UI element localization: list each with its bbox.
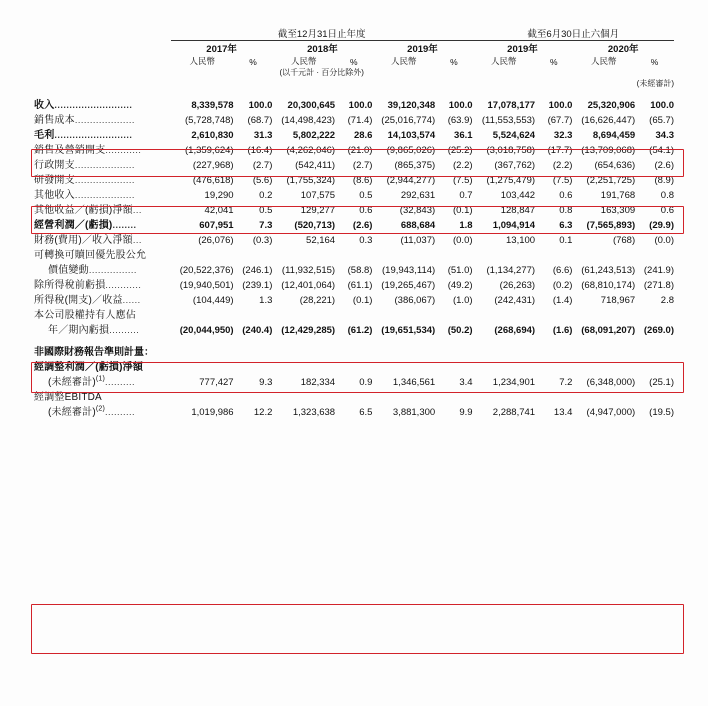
cell-value: 1,094,914 — [492, 220, 536, 231]
cell-pct: 13.4 — [553, 407, 573, 418]
financial-table — [34, 26, 674, 418]
cell-pct: (0.0) — [452, 235, 473, 246]
cell-pct: (68.7) — [247, 115, 273, 126]
table-row-fair-value-change — [34, 261, 674, 276]
unit-rmb-2019: 人民幣 — [391, 56, 417, 66]
table-row-attributable-label — [34, 306, 674, 321]
cell-value: (227,968) — [192, 160, 234, 171]
cell-pct: (54.1) — [649, 145, 674, 156]
header-year-row — [34, 41, 674, 55]
cell-value: 107,575 — [300, 190, 336, 201]
cell-pct: (58.8) — [347, 265, 373, 276]
cell-pct: 0.7 — [459, 190, 473, 201]
label-dots: .................... — [74, 160, 135, 170]
table-row-income-tax — [34, 291, 674, 306]
label-dots: ............ — [105, 280, 142, 290]
label-dots: .......... — [109, 325, 140, 335]
label-dots: ... — [132, 205, 142, 215]
empty-cells — [171, 388, 674, 403]
cell-value: (26,263) — [499, 280, 536, 291]
cell-pct: 0.5 — [359, 190, 373, 201]
cell-value: (61,243,513) — [581, 265, 636, 276]
table-row-adjusted-profit-label — [34, 358, 674, 373]
header-group-row — [34, 26, 674, 41]
label-text: 行政開支 — [34, 160, 75, 171]
header-group-right: 截至6月30日止六個月 — [527, 29, 620, 40]
cell-pct: (21.0) — [347, 145, 373, 156]
cell-pct: (65.7) — [649, 115, 674, 126]
cell-value: (542,411) — [295, 160, 336, 171]
cell-pct: (61.2) — [347, 325, 373, 336]
cell-pct: 100.0 — [348, 100, 373, 111]
label-text: 研發開支 — [34, 175, 75, 186]
cell-value: (268,694) — [494, 325, 536, 336]
cell-pct: 0.8 — [660, 190, 674, 201]
cell-value: (28,221) — [299, 295, 336, 306]
label-text: 收入 — [34, 100, 55, 111]
header-unaudited: (未經審計) — [636, 79, 674, 88]
cell-value: (11,037) — [400, 235, 436, 246]
table-row-operating-profit — [34, 216, 674, 231]
cell-pct: (2.2) — [452, 160, 473, 171]
table-row-other-gains-losses — [34, 201, 674, 216]
row-label-adjusted-profit — [34, 358, 171, 373]
cell-pct: (241.9) — [643, 265, 674, 276]
cell-value: 5,802,222 — [292, 130, 336, 141]
cell-pct: 9.3 — [259, 377, 273, 388]
cell-value: 52,164 — [306, 235, 336, 246]
cell-pct: (0.3) — [252, 235, 273, 246]
cell-value: (68,810,174) — [581, 280, 636, 291]
row-label-selling-marketing — [34, 141, 171, 156]
label-dots: ............ — [105, 145, 142, 155]
cell-value: (768) — [612, 235, 636, 246]
cell-value: (9,865,026) — [386, 145, 436, 156]
label-text: 財務(費用)／收入淨額 — [34, 235, 133, 246]
spacer-row-1 — [34, 89, 674, 96]
row-label-other-gains-losses — [34, 201, 171, 216]
label-text: 所得稅(開支)／收益 — [34, 295, 123, 306]
label-dots: .................... — [74, 175, 135, 185]
header-group-left: 截至12月31日止年度 — [277, 29, 366, 40]
cell-pct: (51.0) — [447, 265, 473, 276]
cell-pct: 1.3 — [259, 295, 273, 306]
label-dots: ................ — [88, 265, 137, 275]
unaudited-spacer — [34, 78, 473, 89]
label-dots: ........ — [112, 220, 137, 230]
cell-pct: (16.4) — [247, 145, 273, 156]
label-dots: .......................... — [54, 100, 133, 110]
cell-value: (16,626,447) — [581, 115, 636, 126]
cell-pct: 28.6 — [353, 130, 373, 141]
cell-pct: 100.0 — [650, 100, 674, 111]
cell-pct: 31.3 — [253, 130, 273, 141]
cell-pct: (6.6) — [552, 265, 573, 276]
cell-value: 182,334 — [300, 377, 336, 388]
cell-value: (14,498,423) — [281, 115, 336, 126]
table-row-selling-marketing — [34, 141, 674, 156]
cell-value: 8,339,578 — [191, 100, 234, 111]
cell-pct: 34.3 — [655, 130, 674, 141]
cell-value: 1,323,638 — [292, 407, 336, 418]
unit-pct-2019h1: % — [549, 57, 558, 67]
cell-value: 1,019,986 — [191, 407, 234, 418]
label-dots: ... — [132, 235, 142, 245]
cell-value: 14,103,574 — [387, 130, 436, 141]
cell-value: (242,431) — [494, 295, 536, 306]
row-label-attributable — [34, 306, 171, 321]
cell-pct: (0.1) — [352, 295, 373, 306]
cell-pct: 0.9 — [359, 377, 373, 388]
year-spacer — [34, 41, 171, 55]
cell-value: (654,636) — [594, 160, 636, 171]
header-year-2019: 2019年 — [407, 44, 438, 55]
table-row-adjusted-ebitda-values — [34, 403, 674, 418]
unit-rmb-2018: 人民幣 — [290, 56, 317, 66]
cell-value: (367,762) — [494, 160, 536, 171]
cell-value: 39,120,348 — [387, 100, 436, 111]
cell-pct: (19.5) — [649, 407, 674, 418]
label-text: 其他收益／(虧損)淨額 — [34, 205, 133, 216]
row-label-gross-profit — [34, 126, 171, 141]
table-row-finance-net — [34, 231, 674, 246]
cell-value: (20,044,950) — [179, 325, 234, 336]
unit-spacer — [34, 55, 171, 67]
header-note: (以千元計 · 百分比除外) — [279, 68, 364, 77]
label-text: (未經審計) — [48, 377, 96, 388]
cell-pct: (246.1) — [242, 265, 273, 276]
cell-value: (19,651,534) — [381, 325, 436, 336]
cell-value: (19,943,114) — [382, 265, 436, 276]
cell-pct: (0.1) — [452, 205, 473, 216]
cell-value: 292,631 — [400, 190, 436, 201]
cell-value: (1,359,624) — [185, 145, 234, 156]
cell-pct: (71.4) — [347, 115, 373, 126]
row-label-revenue — [34, 96, 171, 111]
cell-value: (2,251,725) — [586, 175, 636, 186]
cell-value: (13,709,068) — [581, 145, 636, 156]
cell-value: 607,951 — [199, 220, 234, 231]
cell-pct: (49.2) — [447, 280, 473, 291]
empty-cells — [171, 358, 674, 373]
cell-value: 688,684 — [400, 220, 436, 231]
row-label-operating-profit — [34, 216, 171, 231]
cell-pct: (50.2) — [447, 325, 473, 336]
row-label-fair-value-change — [34, 261, 171, 276]
cell-value: (5,728,748) — [185, 115, 234, 126]
table-row-admin-expenses — [34, 156, 674, 171]
label-text: 經調整利潤／(虧損)淨額 — [34, 362, 144, 373]
cell-pct: (2.6) — [654, 160, 674, 171]
cell-pct: 6.3 — [559, 220, 573, 231]
table-row-gross-profit — [34, 126, 674, 141]
cell-pct: (269.0) — [643, 325, 674, 336]
label-text: 可轉換可贖回優先股公允 — [34, 250, 147, 261]
label-text: 除所得稅前虧損 — [34, 280, 106, 291]
cell-pct: 100.0 — [448, 100, 473, 111]
section-title-row — [34, 343, 674, 358]
cell-pct: 6.5 — [359, 407, 373, 418]
cell-pct: (29.9) — [649, 220, 674, 231]
cell-value: 1,234,901 — [492, 377, 536, 388]
cell-pct: 0.6 — [559, 190, 573, 201]
label-dots: .......................... — [54, 130, 133, 140]
unit-rmb-2017: 人民幣 — [189, 56, 215, 66]
row-label-other-income — [34, 186, 171, 201]
label-dots: .......... — [105, 407, 136, 417]
cell-pct: 2.8 — [660, 295, 674, 306]
cell-pct: 1.8 — [459, 220, 473, 231]
cell-value: (26,076) — [198, 235, 234, 246]
cell-value: 191,768 — [600, 190, 636, 201]
header-year-2020-h1: 2020年 — [607, 44, 639, 55]
cell-value: (11,553,553) — [481, 115, 536, 126]
unit-rmb-2020h1: 人民幣 — [591, 56, 617, 66]
label-dots: .......... — [105, 377, 136, 387]
cell-pct: (239.1) — [242, 280, 273, 291]
cell-pct: (7.5) — [552, 175, 573, 186]
cell-pct: (0.0) — [654, 235, 674, 246]
cell-value: (32,843) — [399, 205, 436, 216]
cell-value: (7,565,893) — [586, 220, 636, 231]
row-label-cost-of-sales — [34, 111, 171, 126]
cell-value: (1,755,324) — [286, 175, 336, 186]
unit-pct-2017: % — [249, 57, 257, 67]
cell-value: (25,016,774) — [381, 115, 436, 126]
table-row-loss-before-tax — [34, 276, 674, 291]
cell-value: (12,429,285) — [281, 325, 336, 336]
empty-cells — [171, 306, 674, 321]
row-label-unaudited-1 — [34, 373, 171, 388]
cell-pct: (2.6) — [352, 220, 373, 231]
cell-pct: (1.6) — [552, 325, 573, 336]
label-text: 銷售成本 — [34, 115, 75, 126]
cell-pct: (1.4) — [552, 295, 573, 306]
cell-pct: 100.0 — [248, 100, 273, 111]
highlight-box-adjusted-profit — [31, 604, 684, 654]
cell-value: (865,375) — [394, 160, 436, 171]
label-text: 價值變動 — [48, 265, 89, 276]
cell-pct: 32.3 — [553, 130, 573, 141]
cell-value: (2,944,277) — [386, 175, 436, 186]
cell-pct: 3.4 — [459, 377, 473, 388]
label-text: 其他收入 — [34, 190, 75, 201]
cell-value: (19,265,467) — [381, 280, 436, 291]
cell-value: 1,346,561 — [392, 377, 436, 388]
cell-pct: 9.9 — [459, 407, 473, 418]
unit-rmb-2019h1: 人民幣 — [491, 56, 517, 66]
cell-pct: (8.6) — [352, 175, 373, 186]
row-label-income-tax — [34, 291, 171, 306]
table-row-adjusted-ebitda-label — [34, 388, 674, 403]
header-unit-row — [34, 55, 674, 67]
label-text: 毛利 — [34, 130, 55, 141]
header-year-2017: 2017年 — [206, 44, 237, 55]
cell-value: 5,524,624 — [492, 130, 536, 141]
header-unaudited-row — [34, 78, 674, 89]
label-dots: .................... — [74, 115, 135, 125]
cell-pct: 7.3 — [259, 220, 273, 231]
cell-value: (476,618) — [192, 175, 234, 186]
cell-pct: (67.7) — [547, 115, 573, 126]
cell-pct: 0.6 — [359, 205, 373, 216]
cell-pct: (2.7) — [252, 160, 273, 171]
cell-value: (68,091,207) — [581, 325, 636, 336]
row-label-convertible-pref — [34, 246, 171, 261]
footnote-marker: (1) — [95, 375, 106, 383]
cell-value: 2,610,830 — [191, 130, 234, 141]
cell-value: 25,320,906 — [587, 100, 636, 111]
cell-value: (1,134,277) — [486, 265, 536, 276]
label-dots: .................... — [74, 190, 135, 200]
cell-value: 129,277 — [300, 205, 336, 216]
cell-pct: (2.2) — [552, 160, 573, 171]
row-label-finance-net — [34, 231, 171, 246]
table-row-rd-expenses — [34, 171, 674, 186]
cell-pct: (8.9) — [654, 175, 674, 186]
cell-value: 8,694,459 — [592, 130, 636, 141]
header-year-2018: 2018年 — [307, 44, 338, 55]
cell-value: (3,018,758) — [486, 145, 536, 156]
cell-pct: (1.0) — [452, 295, 473, 306]
cell-value: (6,348,000) — [586, 377, 636, 388]
spacer-row-2 — [34, 336, 674, 343]
note-spacer — [34, 67, 171, 78]
cell-pct: 0.8 — [559, 205, 573, 216]
cell-value: (4,947,000) — [586, 407, 636, 418]
cell-value: 163,309 — [600, 205, 636, 216]
header-spacer — [34, 26, 171, 41]
header-note-row — [34, 67, 674, 78]
cell-value: (520,713) — [294, 220, 336, 231]
cell-value: (386,067) — [394, 295, 436, 306]
cell-pct: 12.2 — [253, 407, 273, 418]
row-label-rd-expenses — [34, 171, 171, 186]
cell-pct: 0.5 — [259, 205, 273, 216]
footnote-marker: (2) — [95, 405, 106, 413]
table-row-cost-of-sales — [34, 111, 674, 126]
cell-value: (1,275,479) — [486, 175, 536, 186]
cell-value: (4,262,046) — [286, 145, 336, 156]
cell-value: 718,967 — [600, 295, 636, 306]
note-right-spacer — [473, 67, 674, 78]
label-text: (未經審計) — [48, 407, 96, 418]
cell-pct: (5.6) — [252, 175, 273, 186]
cell-value: 13,100 — [506, 235, 536, 246]
cell-value: 103,442 — [500, 190, 536, 201]
cell-value: (20,522,376) — [179, 265, 234, 276]
table-row-period-loss — [34, 321, 674, 336]
cell-pct: 0.2 — [259, 190, 273, 201]
cell-pct: (17.7) — [547, 145, 573, 156]
row-label-admin-expenses — [34, 156, 171, 171]
header-year-2019-h1: 2019年 — [507, 44, 538, 55]
cell-pct: 100.0 — [548, 100, 573, 111]
label-text: 本公司股權持有人應佔 — [34, 310, 136, 321]
cell-value: 3,881,300 — [392, 407, 436, 418]
label-text: 經調整EBITDA — [34, 392, 102, 403]
cell-pct: 7.2 — [559, 377, 573, 388]
cell-pct: (61.1) — [347, 280, 373, 291]
cell-value: 128,847 — [500, 205, 536, 216]
cell-value: 42,041 — [204, 205, 234, 216]
table-row-adjusted-profit-values — [34, 373, 674, 388]
cell-value: (11,932,515) — [281, 265, 336, 276]
row-label-adjusted-ebitda — [34, 388, 171, 403]
cell-value: 20,300,645 — [287, 100, 336, 111]
row-label-loss-before-tax — [34, 276, 171, 291]
table-row-other-income — [34, 186, 674, 201]
cell-pct: (7.5) — [452, 175, 473, 186]
section-title-non-ifrs: 非國際財務報告準則計量： — [34, 347, 154, 358]
row-label-unaudited-2 — [34, 403, 171, 418]
empty-cells — [171, 246, 674, 261]
cell-pct: 0.3 — [359, 235, 373, 246]
table-row-revenue — [34, 96, 674, 111]
cell-value: (19,940,501) — [179, 280, 234, 291]
row-label-period-loss — [34, 321, 171, 336]
label-text: 銷售及營銷開支 — [34, 145, 106, 156]
unit-pct-2020h1: % — [650, 57, 659, 67]
unit-pct-2018: % — [349, 57, 358, 67]
label-dots: ...... — [122, 295, 141, 305]
cell-pct: (63.9) — [447, 115, 473, 126]
cell-pct: 0.6 — [660, 205, 674, 216]
cell-pct: (271.8) — [643, 280, 674, 291]
cell-value: 2,288,741 — [492, 407, 536, 418]
cell-pct: (25.2) — [447, 145, 473, 156]
cell-value: (104,449) — [192, 295, 234, 306]
cell-value: (12,401,064) — [281, 280, 336, 291]
cell-pct: (25.1) — [649, 377, 674, 388]
label-text: 經營利潤／(虧損) — [34, 220, 113, 231]
cell-pct: (0.2) — [552, 280, 573, 291]
table-row-convertible-pref-label — [34, 246, 674, 261]
cell-value: 17,078,177 — [487, 100, 536, 111]
label-text: 年／期內虧損 — [48, 325, 110, 336]
cell-pct: 0.1 — [559, 235, 573, 246]
cell-pct: (2.7) — [352, 160, 373, 171]
unit-pct-2019: % — [450, 57, 458, 67]
cell-value: 19,290 — [204, 190, 234, 201]
spacer-cell — [34, 89, 674, 96]
cell-pct: 36.1 — [454, 130, 473, 141]
cell-pct: (240.4) — [242, 325, 273, 336]
cell-value: 777,427 — [199, 377, 234, 388]
spacer-cell — [34, 336, 674, 343]
